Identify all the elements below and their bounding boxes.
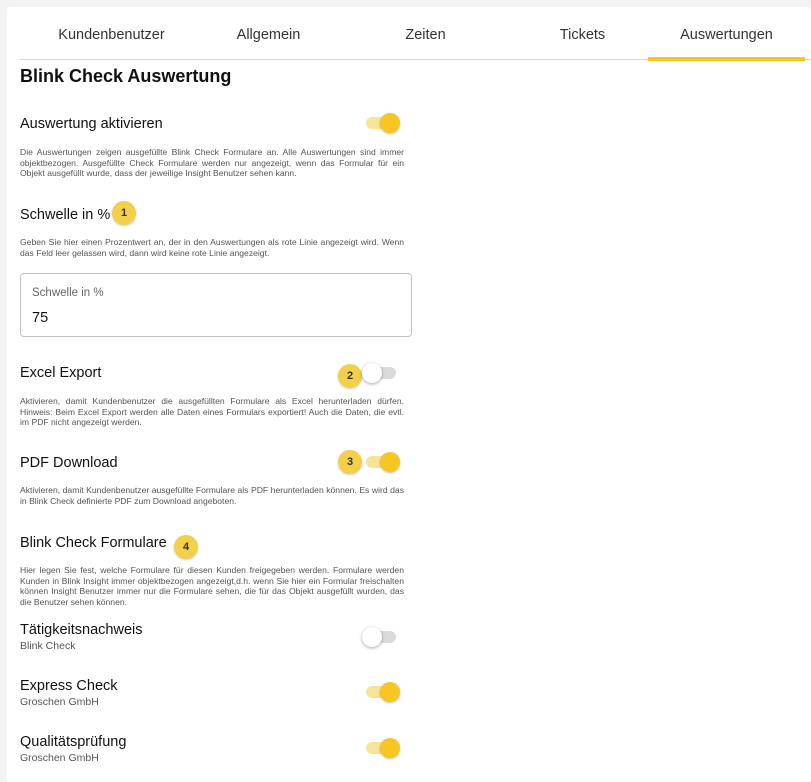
- toggle-knob: [380, 113, 400, 133]
- toggle-knob: [362, 627, 382, 647]
- toggle-knob: [380, 682, 400, 702]
- pdf-description: Aktivieren, damit Kundenbenutzer ausgefüllte Formulare als PDF herunterladen können. Es wird das in Blink Check definierte PDF zum Download angeboten.: [20, 485, 404, 506]
- pdf-toggle[interactable]: [362, 451, 400, 473]
- toggle-knob: [362, 363, 382, 383]
- form-toggle-taetigkeitsnachweis[interactable]: [362, 626, 400, 648]
- form-item-name: Tätigkeitsnachweis: [20, 622, 143, 638]
- auswertung-description: Die Auswertungen zeigen ausgefüllte Blink Check Formulare an. Alle Auswertungen sind immer objektbezogen. Ausgefüllte Check Formulare werden nur angezeigt, wenn das Formular für ein Objekt ausgefüllt wurde, dass der jeweilige Insight Benutzer sehen kann.: [20, 147, 404, 179]
- tab-allgemein[interactable]: Allgemein: [236, 27, 301, 43]
- schwelle-label: Schwelle in %: [20, 207, 111, 223]
- badge-4: 4: [174, 535, 198, 559]
- tab-auswertungen[interactable]: Auswertungen: [648, 25, 805, 59]
- formulare-description: Hier legen Sie fest, welche Formulare für diesen Kunden freigegeben werden. Formulare werden Kunden in Blink Insight immer objektbezogen angezeigt,d.h. wenn Sie hier ein Formular freischalten können Insight Benutzer immer nur die Formulare sehen, die für das Objekt ausgefüllt wurden, das die Benutzer sehen können.: [20, 565, 404, 607]
- form-toggle-qualitaetspruefung[interactable]: [362, 737, 400, 759]
- tab-kundenbenutzer[interactable]: Kundenbenutzer: [58, 27, 165, 43]
- form-toggle-express-check[interactable]: [362, 681, 400, 703]
- form-item-owner: Groschen GmbH: [20, 752, 99, 764]
- toggle-knob: [380, 738, 400, 758]
- excel-label: Excel Export: [20, 365, 102, 381]
- form-item-owner: Blink Check: [20, 640, 76, 652]
- excel-toggle[interactable]: [362, 362, 400, 384]
- badge-2: 2: [338, 364, 362, 388]
- settings-panel: [7, 7, 811, 782]
- schwelle-field[interactable]: [20, 273, 412, 337]
- form-item-name: Express Check: [20, 678, 118, 694]
- schwelle-input[interactable]: [32, 310, 392, 326]
- badge-1: 1: [112, 201, 136, 225]
- form-item-owner: Groschen GmbH: [20, 696, 99, 708]
- formulare-label: Blink Check Formulare: [20, 535, 167, 551]
- schwelle-description: Geben Sie hier einen Prozentwert an, der in den Auswertungen als rote Linie angezeigt wird. Wenn das Feld leer gelassen wird, dann wird keine rote Linie angezeigt.: [20, 237, 404, 258]
- toggle-knob: [380, 452, 400, 472]
- tab-tickets[interactable]: Tickets: [559, 27, 606, 43]
- tab-bar: [20, 25, 811, 60]
- badge-3: 3: [338, 450, 362, 474]
- tab-zeiten[interactable]: Zeiten: [405, 27, 446, 43]
- excel-description: Aktivieren, damit Kundenbenutzer die ausgefüllten Formulare als Excel herunterladen dürfen. Hinweis: Beim Excel Export werden alle Daten eines Formulars exportiert! Auch die Daten, die evtl. im PDF nicht angezeigt werden.: [20, 396, 404, 428]
- page-title: Blink Check Auswertung: [20, 66, 232, 86]
- form-item-name: Qualitätsprüfung: [20, 734, 127, 750]
- schwelle-field-label: Schwelle in %: [32, 287, 104, 299]
- auswertung-toggle[interactable]: [362, 112, 400, 134]
- auswertung-label: Auswertung aktivieren: [20, 116, 163, 132]
- pdf-label: PDF Download: [20, 455, 118, 471]
